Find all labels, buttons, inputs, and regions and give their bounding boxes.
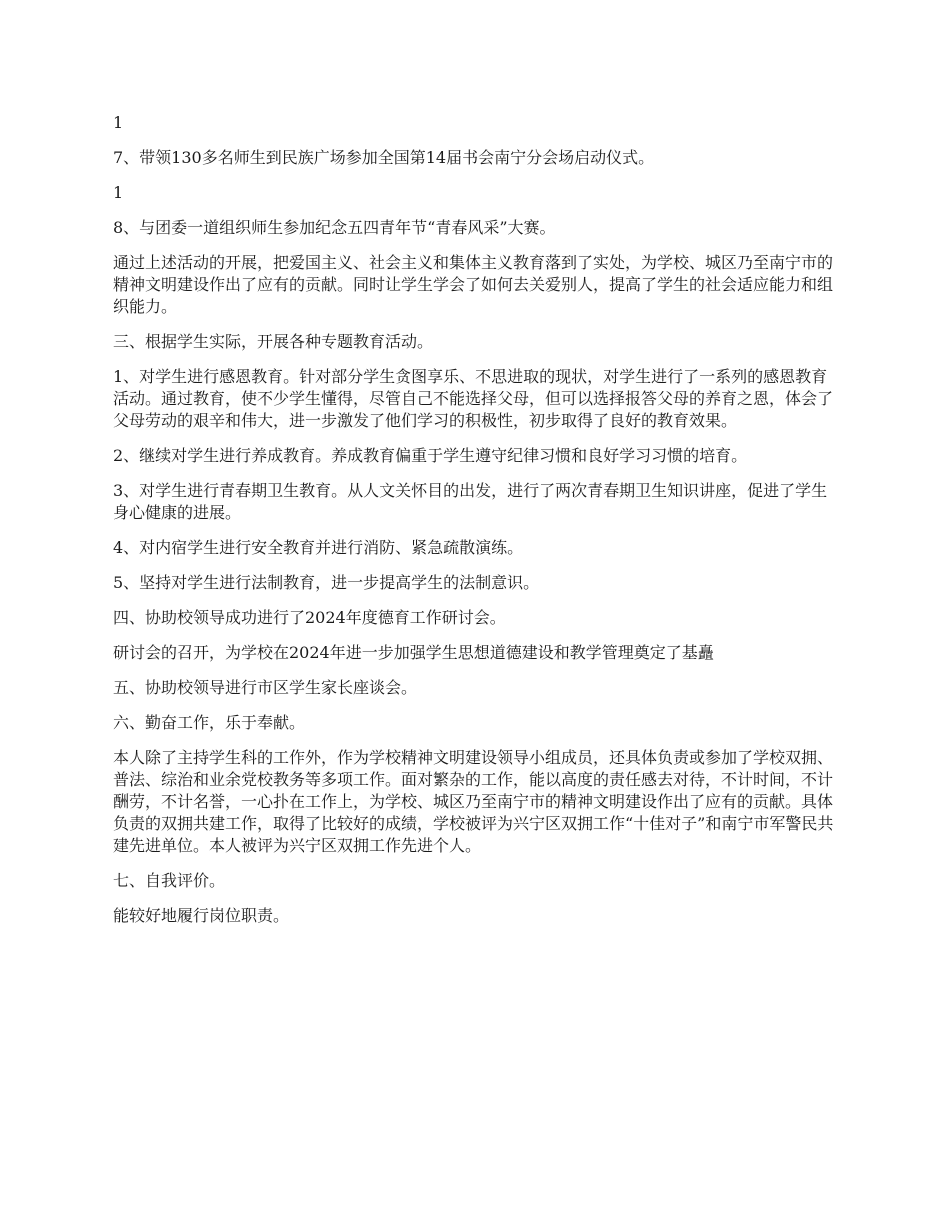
section-heading-6: 六、勤奋工作，乐于奉献。 bbox=[113, 713, 306, 732]
body-paragraph: 通过上述活动的开展，把爱国主义、社会主义和集体主义教育落到了实处，为学校、城区乃至南宁市的精神文明建设作出了应有的贡献。同时让学生学会了如何去关爱别人，提高了学生的社会适应能力和组织能力。 bbox=[113, 253, 834, 316]
section-heading-4: 四、协助校领导成功进行了2024年度德育工作研讨会。 bbox=[113, 608, 506, 627]
section-heading-7: 七、自我评价。 bbox=[113, 871, 226, 890]
section-heading-5: 五、协助校领导进行市区学生家长座谈会。 bbox=[113, 678, 418, 697]
page-number-marker: 1 bbox=[113, 183, 124, 202]
list-item-8: 8、与团委一道组织师生参加纪念五四青年节“青春风采”大赛。 bbox=[113, 218, 556, 237]
list-item-4: 4、对内宿学生进行安全教育并进行消防、紧急疏散演练。 bbox=[113, 538, 524, 557]
section-heading-3: 三、根据学生实际，开展各种专题教育活动。 bbox=[113, 332, 434, 351]
document-page bbox=[113, 112, 839, 940]
list-item-1: 1、对学生进行感恩教育。针对部分学生贪图享乐、不思进取的现状，对学生进行了一系列的感恩教育活动。通过教育，使不少学生懂得，尽管自己不能选择父母，但可以选择报答父母的养育之恩，体会了父母劳动的艰辛和伟大，进一步激发了他们学习的积极性，初步取得了良好的教育效果。 bbox=[113, 367, 834, 430]
list-item-3: 3、对学生进行青春期卫生教育。从人文关怀目的出发，进行了两次青春期卫生知识讲座，促进了学生身心健康的进展。 bbox=[113, 481, 828, 522]
page-number-marker: 1 bbox=[113, 113, 124, 132]
body-paragraph: 研讨会的召开，为学校在2024年进一步加强学生思想道德建设和教学管理奠定了基矗 bbox=[113, 643, 714, 662]
body-paragraph: 能较好地履行岗位职责。 bbox=[113, 906, 290, 925]
body-paragraph: 本人除了主持学生科的工作外，作为学校精神文明建设领导小组成员，还具体负责或参加了学校双拥、普法、综治和业余党校教务等多项工作。面对繁杂的工作，能以高度的责任感去对待，不计时间，不计酬劳，不计名誉，一心扑在工作上，为学校、城区乃至南宁市的精神文明建设作出了应有的贡献。具体负责的双拥共建工作，取得了比较好的成绩，学校被评为兴宁区双拥工作“十佳对子”和南宁市军警民共建先进单位。本人被评为兴宁区双拥工作先进个人。 bbox=[113, 748, 834, 855]
list-item-5: 5、坚持对学生进行法制教育，进一步提高学生的法制意识。 bbox=[113, 573, 540, 592]
list-item-2: 2、继续对学生进行养成教育。养成教育偏重于学生遵守纪律习惯和良好学习习惯的培育。 bbox=[113, 446, 748, 465]
list-item-7: 7、带领130多名师生到民族广场参加全国第14届书会南宁分会场启动仪式。 bbox=[113, 148, 655, 167]
